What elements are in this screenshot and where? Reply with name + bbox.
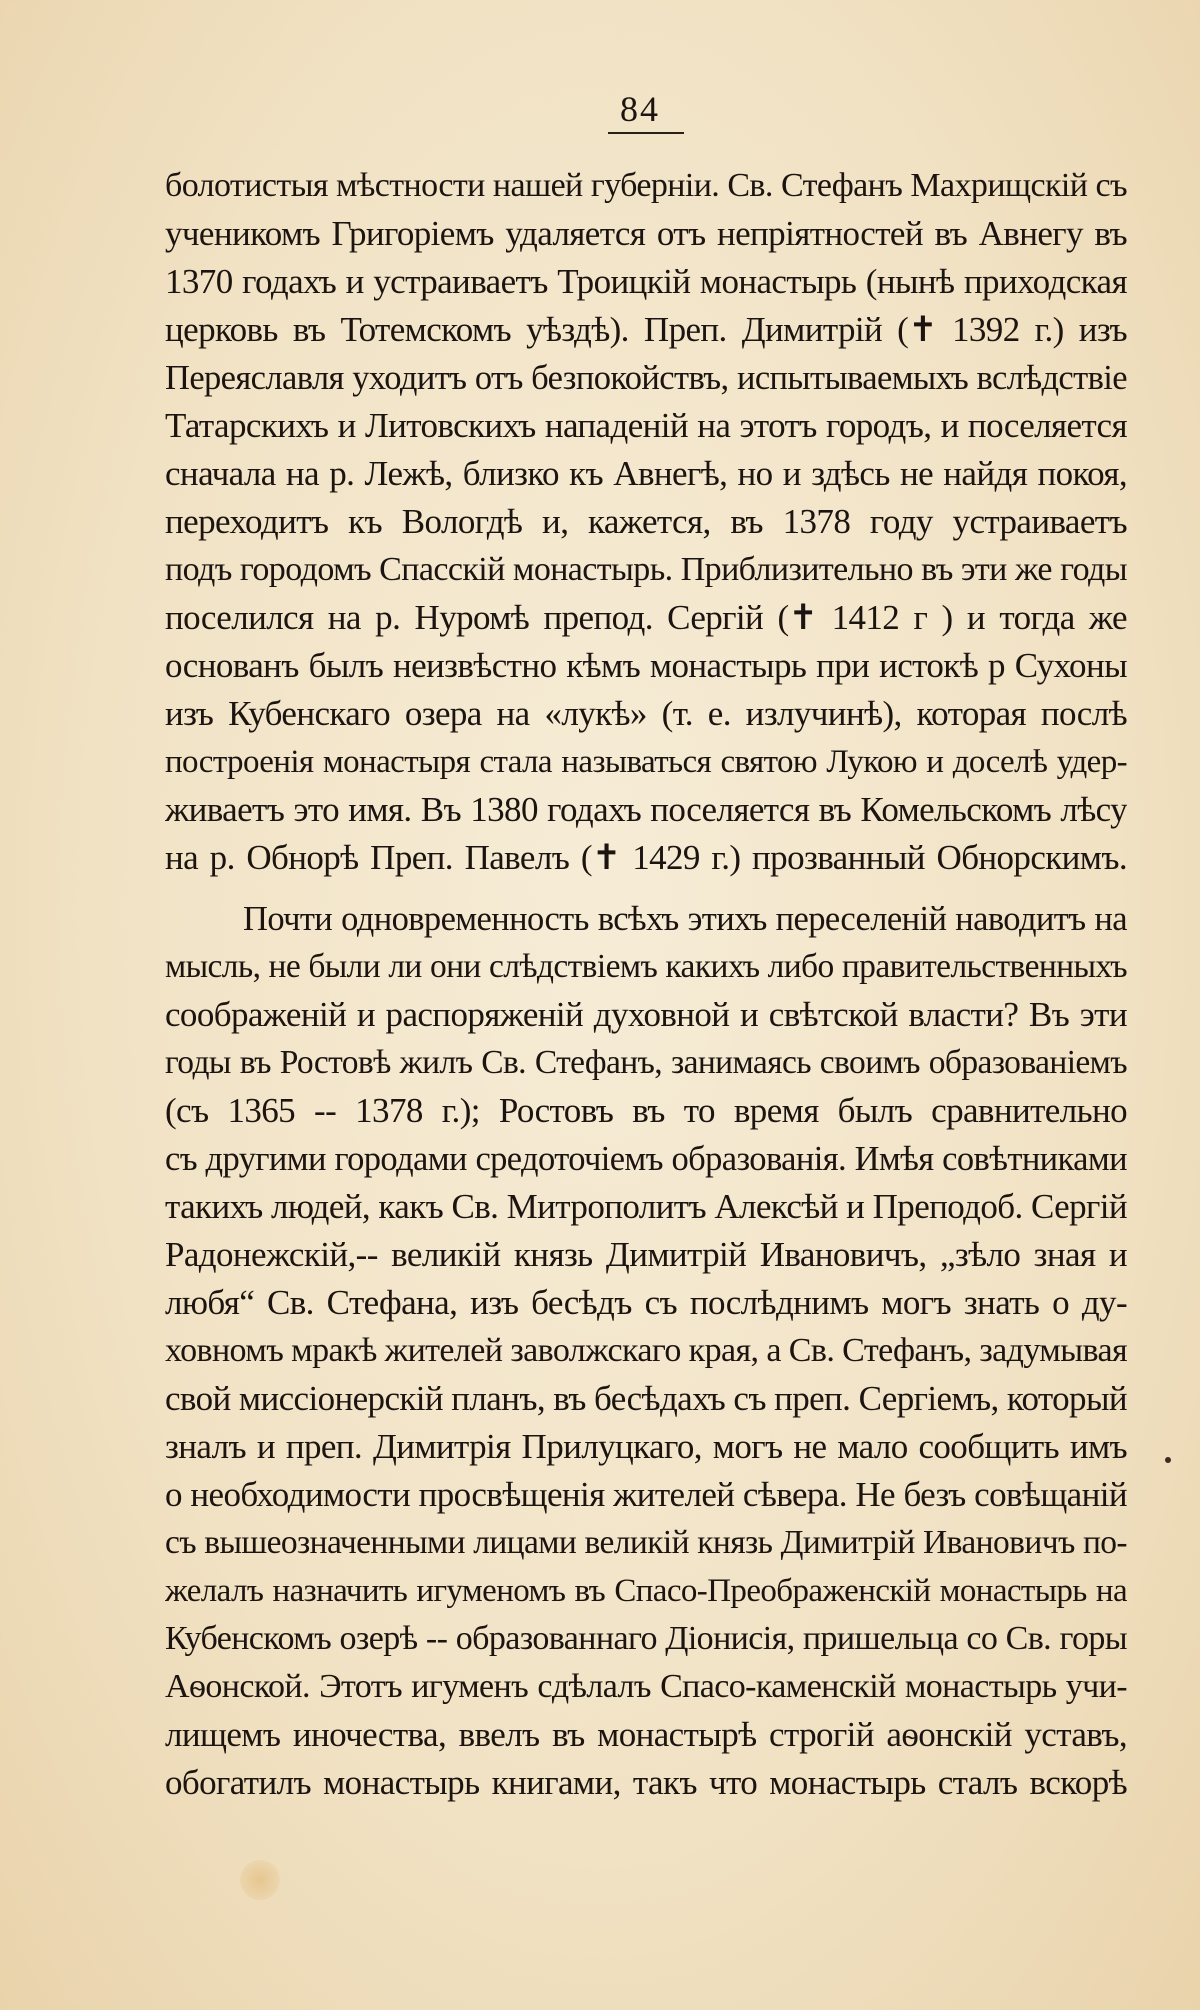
text-line: изъ Кубенскаго озера на «лукѣ» (т. е. излучинѣ), которая послѣ (165, 694, 1127, 733)
text-line: Кубенскомъ озерѣ -- образованнаго Діонисія, пришельца со Св. горы (165, 1620, 1127, 1657)
text-line: болотистыя мѣстности нашей губерніи. Св. Стефанъ Махрищскій съ (165, 167, 1127, 204)
text-line: Аѳонской. Этотъ игуменъ сдѣлалъ Спасо-каменскій монастырь учи- (165, 1668, 1127, 1705)
text-line: лищемъ иночества, ввелъ въ монастырѣ строгій аѳонскій уставъ, (165, 1715, 1127, 1754)
paper-stain (240, 1860, 280, 1900)
text-line: живаетъ это имя. Въ 1380 годахъ поселяется въ Комельскомъ лѣсу (165, 790, 1127, 829)
text-line: такихъ людей, какъ Св. Митрополитъ Алексѣй и Преподоб. Сергій (165, 1187, 1127, 1226)
page-number: 84 (620, 89, 660, 129)
text-line: основанъ былъ неизвѣстно кѣмъ монастырь при истокѣ р Сухоны (165, 646, 1127, 685)
text-line: Почти одновременность всѣхъ этихъ переселеній наводитъ на (243, 900, 1127, 938)
text-line: свой миссіонерскій планъ, въ бесѣдахъ съ преп. Сергіемъ, который (165, 1379, 1127, 1418)
text-line: желалъ назначить игуменомъ въ Спасо-Преображенскій монастырь на (165, 1573, 1127, 1609)
ink-speck (1165, 1457, 1171, 1463)
paragraph-2 (165, 895, 1127, 1807)
text-line: обогатилъ монастырь книгами, такъ что монастырь сталъ вскорѣ (165, 1763, 1127, 1802)
text-line: переходитъ къ Вологдѣ и, кажется, въ 1378 году устраиваетъ (165, 502, 1127, 541)
text-line: 1370 годахъ и устраиваетъ Троицкій монастырь (нынѣ приходская (165, 262, 1127, 301)
text-line: любя“ Св. Стефана, изъ бесѣдъ съ послѣднимъ могъ знать о ду- (165, 1283, 1127, 1322)
text-line: Переяславля уходитъ отъ безпокойствъ, испытываемыхъ вслѣдствіе (165, 359, 1127, 397)
page-number-underline (608, 132, 684, 134)
text-line: церковь въ Тотемскомъ уѣздѣ). Преп. Димитрій (✝ 1392 г.) изъ (165, 310, 1127, 349)
text-line: о необходимости просвѣщенія жителей сѣвера. Не безъ совѣщаній (165, 1475, 1127, 1514)
text-line: съ вышеозначенными лицами великій князь Димитрій Ивановичъ по- (165, 1524, 1127, 1561)
text-line: на р. Обнорѣ Преп. Павелъ (✝ 1429 г.) прозванный Обнорскимъ. (165, 838, 1127, 877)
text-line: сначала на р. Лежѣ, близко къ Авнегѣ, но и здѣсь не найдя покоя, (165, 454, 1127, 493)
text-line: (съ 1365 -- 1378 г.); Ростовъ въ то время былъ сравнительно (165, 1091, 1127, 1130)
text-line: ховномъ мракѣ жителей заволжскаго края, а Св. Стефанъ, задумывая (165, 1332, 1127, 1369)
text-line: зналъ и преп. Димитрія Прилуцкаго, могъ не мало сообщить имъ (165, 1427, 1127, 1466)
text-line: ученикомъ Григоріемъ удаляется отъ непріятностей въ Авнегу въ (165, 214, 1127, 253)
paragraph-1 (165, 162, 1127, 882)
text-line: построенія монастыря стала называться святою Лукою и доселѣ удер- (165, 744, 1127, 780)
text-line: поселился на р. Нуромѣ препод. Сергій (✝ 1412 г ) и тогда же (165, 598, 1127, 637)
text-line: мысль, не были ли они слѣдствіемъ какихъ либо правительственныхъ (165, 948, 1127, 985)
text-line: Радонежскій,-- великій князь Димитрій Ивановичъ, „зѣло зная и (165, 1235, 1127, 1274)
text-line: съ другими городами средоточіемъ образованія. Имѣя совѣтниками (165, 1140, 1127, 1178)
text-line: подъ городомъ Спасскій монастырь. Приблизительно въ эти же годы (165, 551, 1127, 588)
text-line: годы въ Ростовѣ жилъ Св. Стефанъ, занимаясь своимъ образованіемъ (165, 1044, 1127, 1081)
text-line: соображеній и распоряженій духовной и свѣтской власти? Въ эти (165, 995, 1127, 1034)
text-line: Татарскихъ и Литовскихъ нападеній на этотъ городъ, и поселяется (165, 406, 1127, 445)
